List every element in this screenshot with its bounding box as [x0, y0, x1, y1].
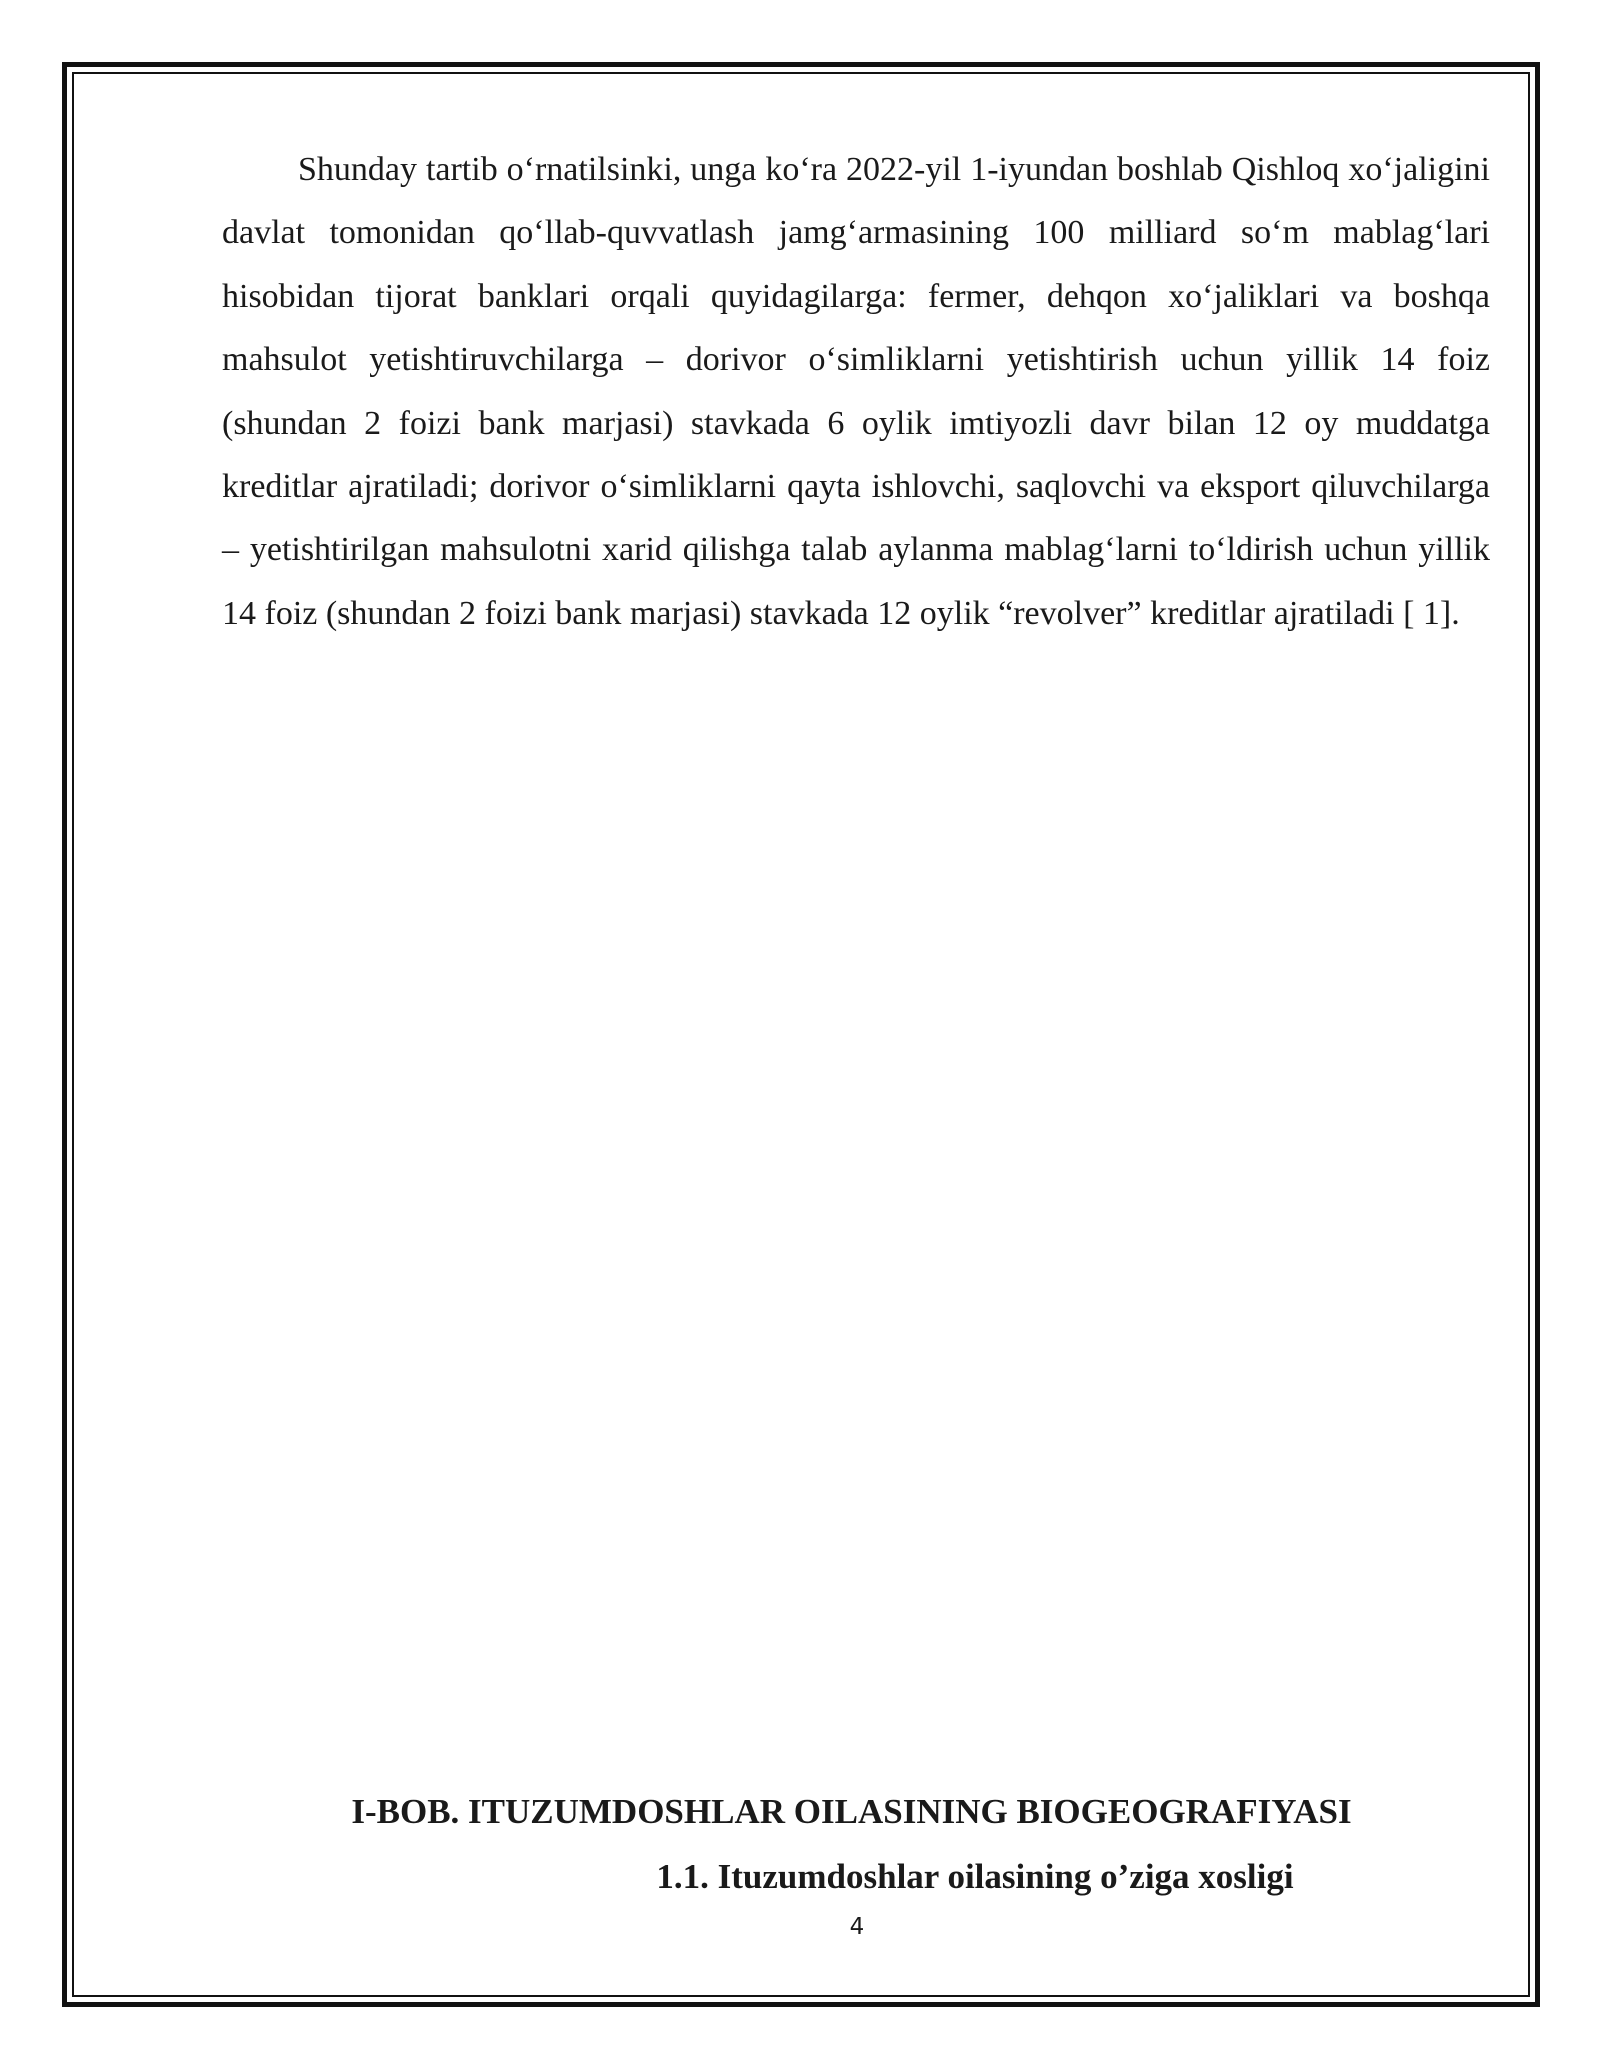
section-title: 1.1. Ituzumdoshlar oilasining o’ziga xosligi — [656, 1857, 1294, 1896]
chapter-title: I-BOB. ITUZUMDOSHLAR OILASINING BIOGEOGRAFIYASI — [351, 1792, 1352, 1831]
body-paragraph: Shunday tartib o‘rnatilsinki, unga ko‘ra 2022-yil 1-iyundan boshlab Qishloq xo‘jaligini davlat tomonidan qo‘llab-quvvatlash jamg‘armasining 100 milliard so‘m mablag‘lari hisobidan tijorat banklari orqali quyidagilarga: fermer, dehqon xo‘jaliklari va boshqa mahsulot yetishtiruvchilarga – dorivor o‘simliklarni yetishtirish uchun yillik 14 foiz (shundan 2 foizi bank marjasi) stavkada 6 oylik imtiyozli davr bilan 12 oy muddatga kreditlar ajratiladi; dorivor o‘simliklarni qayta ishlovchi, saqlovchi va eksport qiluvchilarga – yetishtirilgan mahsulotni xarid qilishga talab aylanma mablag‘larni to‘ldirish uchun yillik 14 foiz (shundan 2 foizi bank marjasi) stavkada 12 oylik “revolver” kreditlar ajratiladi [ 1]. — [222, 151, 1490, 632]
page-number: 4 — [849, 1914, 865, 1940]
